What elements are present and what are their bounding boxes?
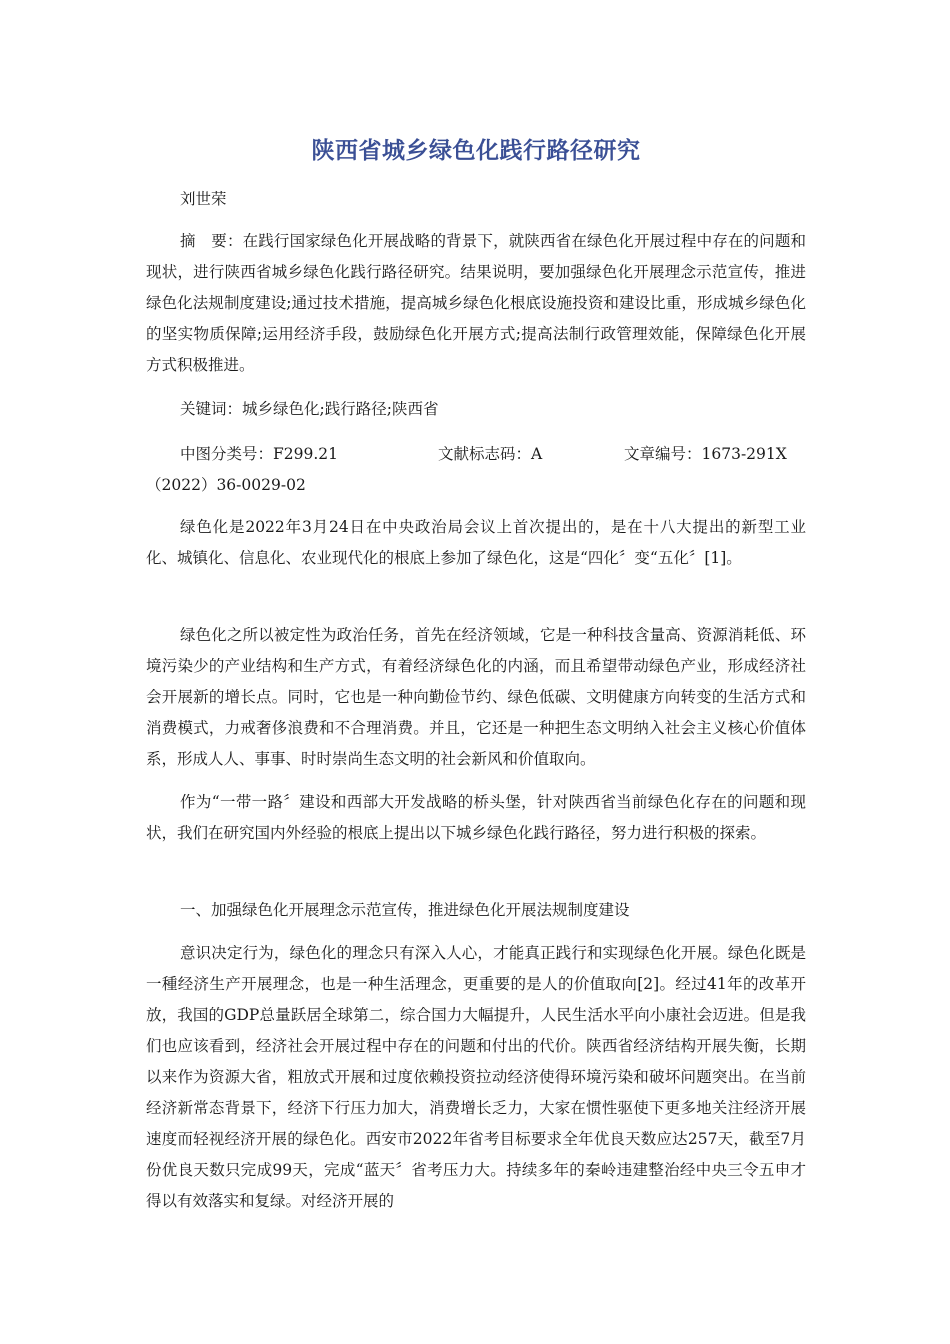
body-paragraph-1: 绿色化是2022年3月24日在中央政治局会议上首次提出的，是在十八大提出的新型工业化、城镇化、信息化、农业现代化的根底上参加了绿色化，这是“四化〞变“五化〞[1]。 [146, 518, 806, 567]
body-paragraph-3: 作为“一带一路〞建设和西部大开发战略的桥头堡，针对陕西省当前绿色化存在的问题和现状，我们在研究国内外经验的根底上提出以下城乡绿色化践行路径，努力进行积极的探索。 [146, 793, 806, 842]
article-number-continued: （2022）36-0029-02 [146, 476, 306, 494]
abstract-paragraph: 摘 要：在践行国家绿色化开展战略的背景下，就陕西省在绿色化开展过程中存在的问题和现状，进行陕西省城乡绿色化践行路径研究。结果说明，要加强绿色化开展理念示范宣传，推进绿色化法规制度建设;通过技术措施，提高城乡绿色化根底设施投资和建设比重，形成城乡绿色化的坚实物质保障;运用经济手段，鼓励绿色化开展方式;提高法制行政管理效能，保障绿色化开展方式积极推进。 [146, 232, 806, 374]
body-paragraph-2: 绿色化之所以被定性为政治任务，首先在经济领域，它是一种科技含量高、资源消耗低、环境污染少的产业结构和生产方式，有着经济绿色化的内涵，而且希望带动绿色产业，形成经济社会开展新的增长点。同时，它也是一种向勤俭节约、绿色低碳、文明健康方向转变的生活方式和消费模式，力戒奢侈浪费和不合理消费。并且，它还是一种把生态文明纳入社会主义核心价值体系，形成人人、事事、时时崇尚生态文明的社会新风和价值取向。 [146, 626, 806, 768]
article-number: 文章编号：1673-291X [624, 445, 787, 463]
document-title: 陕西省城乡绿色化践行路径研究 [311, 138, 641, 164]
document-code: 文献标志码：A [438, 445, 543, 463]
body-paragraph-4: 意识决定行为，绿色化的理念只有深入人心，才能真正践行和实现绿色化开展。绿色化既是一種经济生产开展理念，也是一种生活理念，更重要的是人的价值取向[2]。经过41年的改革开放，我国的GDP总量跃居全球第二，综合国力大幅提升，人民生活水平向小康社会迈进。但是我们也应该看到，经济社会开展过程中存在的问题和付出的代价。陕西省经济结构开展失衡，长期以来作为资源大省，粗放式开展和过度依赖投资拉动经济使得环境污染和破坏问题突出。在当前经济新常态背景下，经济下行压力加大，消费增长乏力，大家在惯性驱使下更多地关注经济开展速度而轻视经济开展的绿色化。西安市2022年省考目标要求全年优良天数应达257天，截至7月份优良天数只完成99天，完成“蓝天〞省考压力大。持续多年的秦岭违建整治经中央三令五申才得以有效落实和复绿。对经济开展的 [146, 944, 806, 1210]
keywords-line: 关键词：城乡绿色化;践行路径;陕西省 [180, 400, 439, 418]
classification-block [146, 439, 806, 501]
section-heading-1: 一、加强绿色化开展理念示范宣传，推进绿色化开展法规制度建设 [180, 901, 630, 919]
clc-number: 中图分类号：F299.21 [180, 445, 338, 463]
author-name: 刘世荣 [180, 190, 227, 208]
